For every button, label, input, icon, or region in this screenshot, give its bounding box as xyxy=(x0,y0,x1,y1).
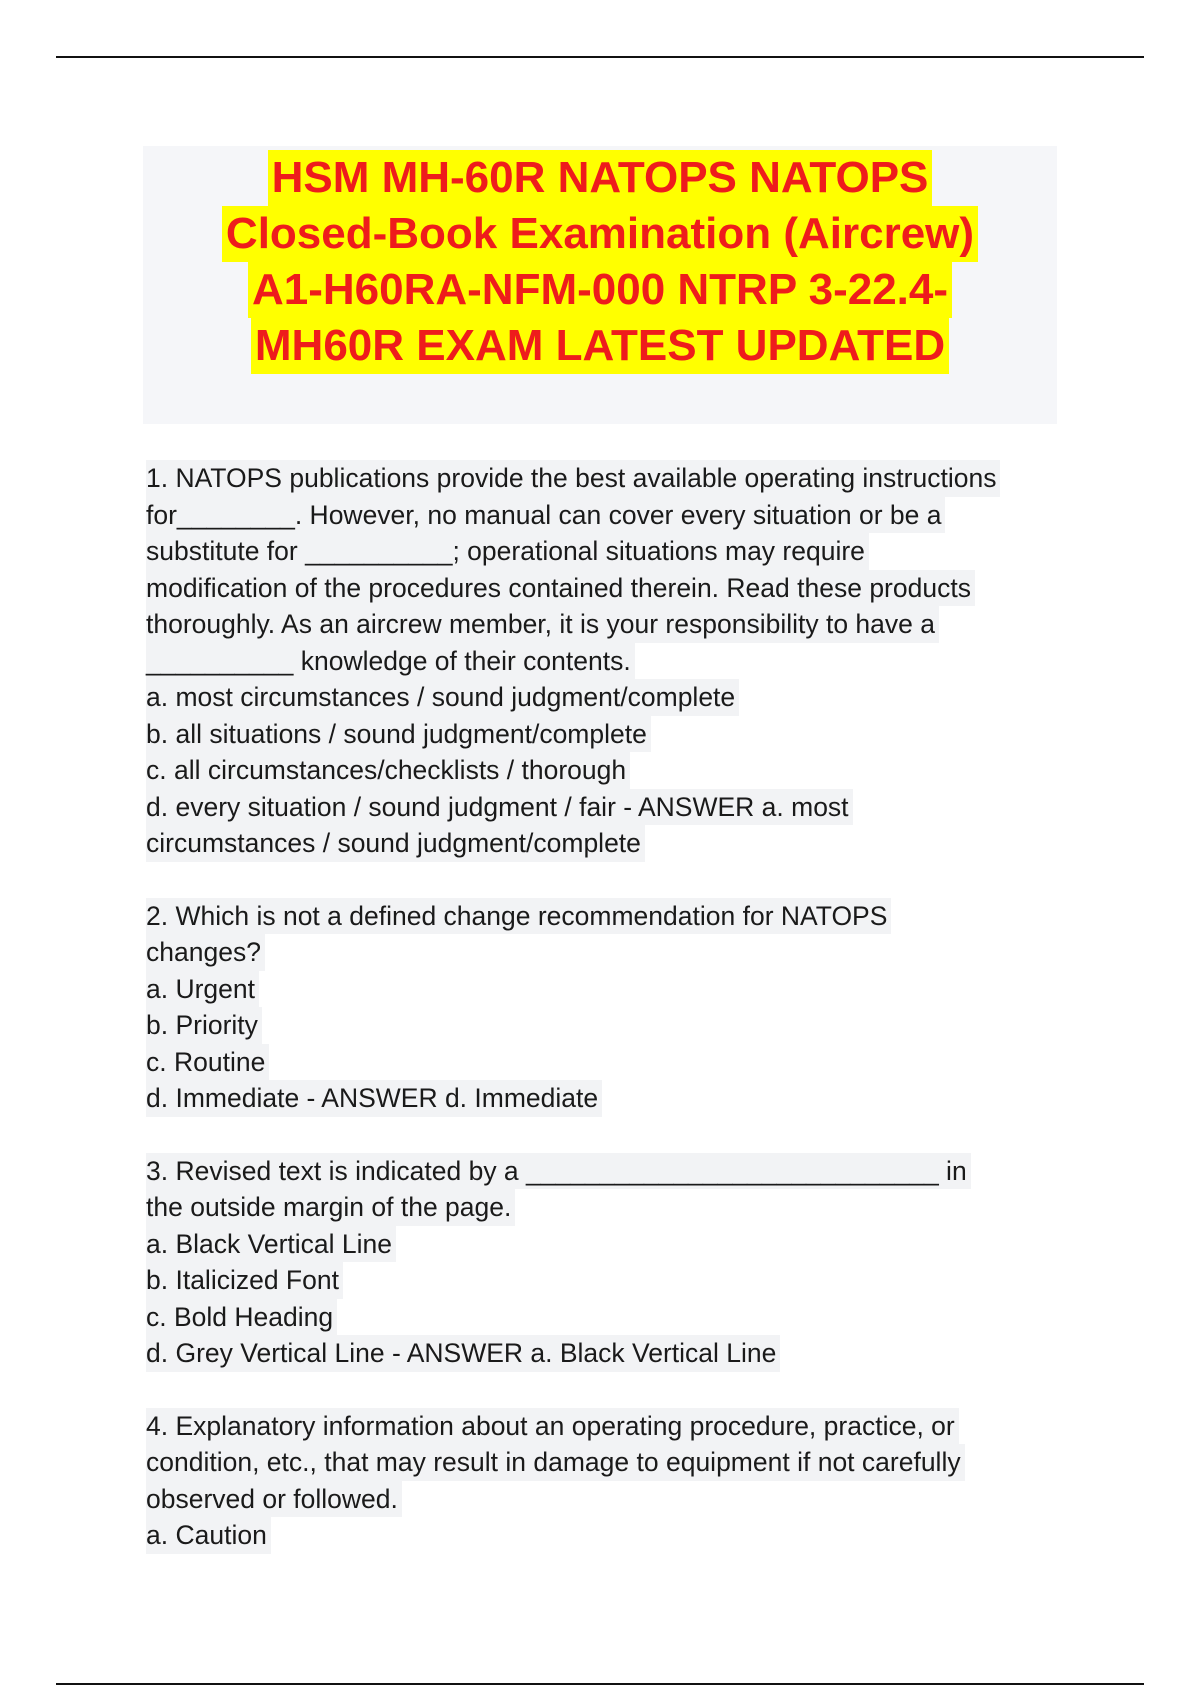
question-text: 3. Revised text is indicated by a ____________________________ in xyxy=(146,1153,971,1190)
answer-option: b. all situations / sound judgment/complete xyxy=(146,716,651,753)
title-line: A1-H60RA-NFM-000 NTRP 3-22.4- xyxy=(248,262,952,318)
question-text: 1. NATOPS publications provide the best available operating instructions xyxy=(146,460,1000,497)
answer-text: circumstances / sound judgment/complete xyxy=(146,825,645,862)
answer-option: d. Immediate - ANSWER d. Immediate xyxy=(146,1080,602,1117)
question-3 xyxy=(146,1153,1066,1372)
answer-option: c. all circumstances/checklists / thorough xyxy=(146,752,630,789)
question-text: the outside margin of the page. xyxy=(146,1189,515,1226)
question-1 xyxy=(146,460,1066,862)
question-text: observed or followed. xyxy=(146,1481,402,1518)
answer-option: d. Grey Vertical Line - ANSWER a. Black Vertical Line xyxy=(146,1335,780,1372)
document-title-box xyxy=(143,146,1057,424)
answer-option: d. every situation / sound judgment / fair - ANSWER a. most xyxy=(146,789,853,826)
question-text: substitute for __________; operational situations may require xyxy=(146,533,869,570)
question-4 xyxy=(146,1408,1066,1554)
answer-option: a. Caution xyxy=(146,1517,271,1554)
answer-option: a. most circumstances / sound judgment/complete xyxy=(146,679,739,716)
question-text: condition, etc., that may result in damage to equipment if not carefully xyxy=(146,1444,965,1481)
answer-option: a. Black Vertical Line xyxy=(146,1226,396,1263)
title-line: HSM MH-60R NATOPS NATOPS xyxy=(268,150,933,206)
answer-option: c. Routine xyxy=(146,1044,269,1081)
question-text: 2. Which is not a defined change recommendation for NATOPS xyxy=(146,898,891,935)
bottom-rule xyxy=(56,1683,1144,1685)
answer-option: c. Bold Heading xyxy=(146,1299,337,1336)
answer-option: b. Priority xyxy=(146,1007,262,1044)
question-2 xyxy=(146,898,1066,1117)
question-text: modification of the procedures contained therein. Read these products xyxy=(146,570,975,607)
top-rule xyxy=(56,56,1144,58)
answer-option: a. Urgent xyxy=(146,971,259,1008)
question-text: 4. Explanatory information about an operating procedure, practice, or xyxy=(146,1408,959,1445)
question-text: for________. However, no manual can cover every situation or be a xyxy=(146,497,945,534)
question-text: thoroughly. As an aircrew member, it is your responsibility to have a xyxy=(146,606,939,643)
question-text: changes? xyxy=(146,934,265,971)
question-text: __________ knowledge of their contents. xyxy=(146,643,635,680)
title-line: Closed-Book Examination (Aircrew) xyxy=(222,206,978,262)
title-line: MH60R EXAM LATEST UPDATED xyxy=(251,318,949,374)
questions-list xyxy=(146,460,1066,1590)
answer-option: b. Italicized Font xyxy=(146,1262,343,1299)
